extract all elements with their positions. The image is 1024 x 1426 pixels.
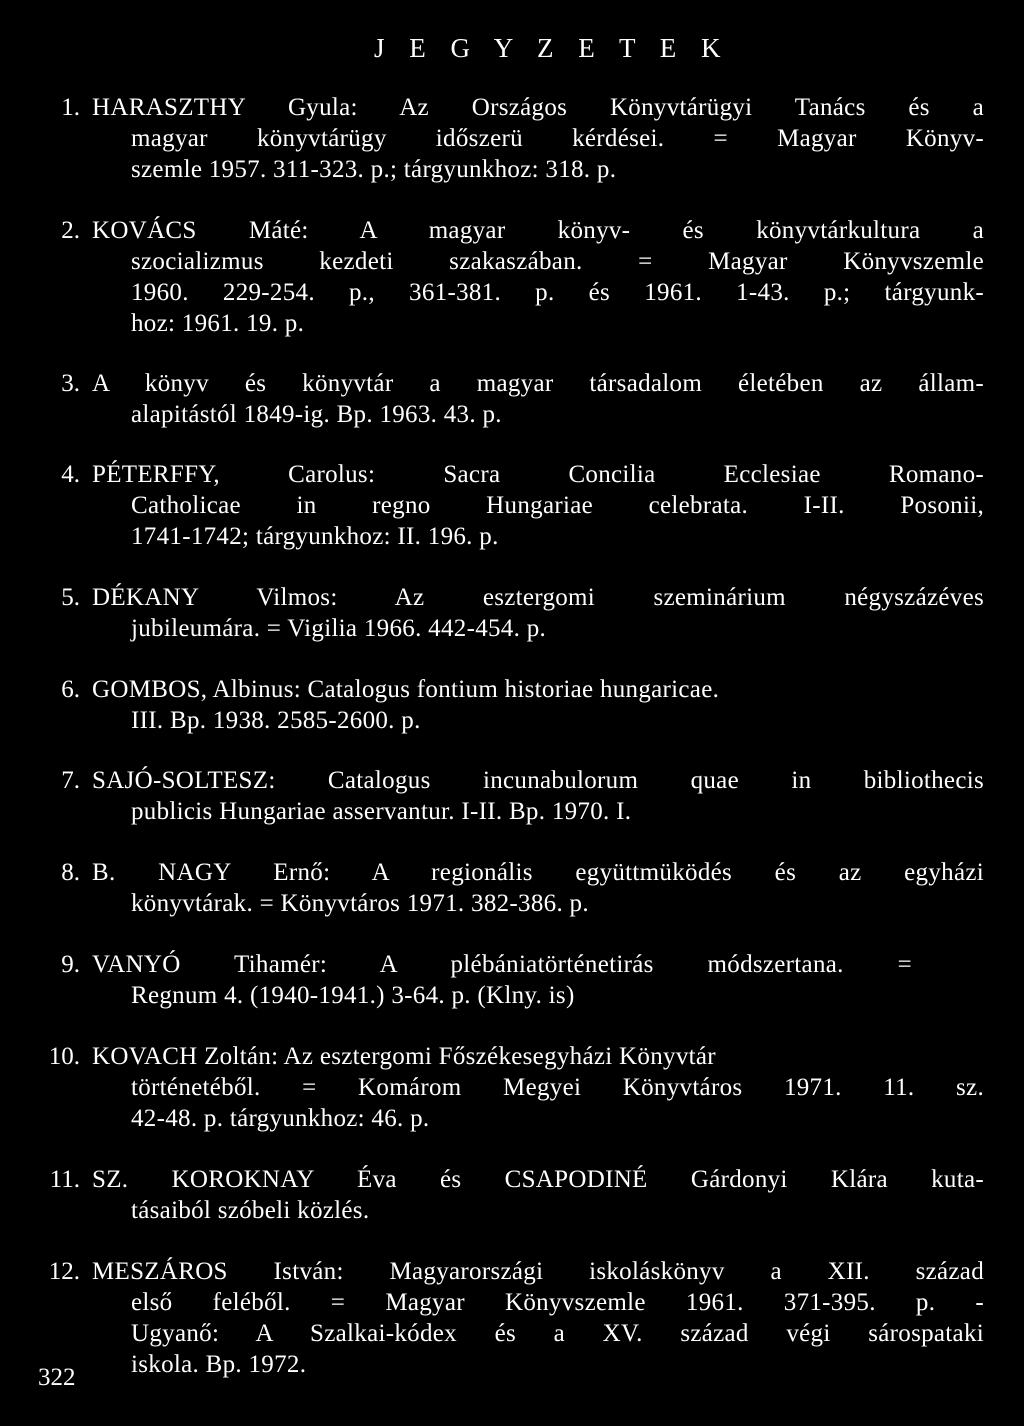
note-line: hoz: 1961. 19. p. (131, 310, 305, 337)
note-text (92, 368, 984, 430)
page-title: J E G Y Z E T E K (374, 33, 730, 63)
note-line: publicis Hungariae asservantur. I-II. Bp. 1970. I. (131, 798, 632, 825)
note-text (92, 459, 984, 552)
note-number: 8. (61, 859, 80, 886)
note-text (92, 1256, 984, 1380)
note-number: 1. (61, 94, 80, 121)
note-line: első feléből. = Magyar Könyvszemle 1961. 371-395. p. - (131, 1289, 984, 1316)
note-line: szemle 1957. 311-323. p.; tárgyunkhoz: 318. p. (131, 156, 617, 183)
note-line: Regnum 4. (1940-1941.) 3-64. p. (Klny. is) (131, 982, 575, 1009)
note-number: 3. (61, 370, 80, 397)
note-line: Catholicae in regno Hungariae celebrata. I-II. Posonii, (131, 492, 984, 519)
note-line: könyvtárak. = Könyvtáros 1971. 382-386. p. (131, 890, 589, 917)
note-line: B. NAGY Ernő: A regionális együttmüködés és az egyházi (92, 859, 984, 886)
note-number: 11. (49, 1166, 80, 1193)
note-number: 6. (61, 676, 80, 703)
note-number: 2. (61, 217, 80, 244)
note-line: SZ. KOROKNAY Éva és CSAPODINÉ Gárdonyi Klára kuta- (92, 1166, 984, 1193)
note-line: Ugyanő: A Szalkai-kódex és a XV. század végi sárospataki (131, 1320, 984, 1347)
note-line: HARASZTHY Gyula: Az Országos Könyvtárügyi Tanács és a (92, 94, 984, 121)
note-text (92, 215, 984, 339)
note-line: 42-48. p. tárgyunkhoz: 46. p. (131, 1105, 430, 1132)
note-line: A könyv és könyvtár a magyar társadalom életében az állam- (92, 370, 984, 397)
note-line: KOVÁCS Máté: A magyar könyv- és könyvtárkultura a (92, 217, 984, 244)
note-number: 12. (48, 1258, 80, 1285)
note-number: 9. (61, 951, 80, 978)
note-text (92, 1041, 984, 1134)
note-line: 1741-1742; tárgyunkhoz: II. 196. p. (131, 523, 499, 550)
note-text (92, 92, 984, 185)
note-line: DÉKANY Vilmos: Az esztergomi szeminárium négyszázéves (92, 584, 984, 611)
note-line: jubileumára. = Vigilia 1966. 442-454. p. (131, 615, 547, 642)
note-number: 4. (61, 461, 80, 488)
note-text (92, 949, 984, 1011)
note-number: 10. (48, 1043, 80, 1070)
note-line: PÉTERFFY, Carolus: Sacra Concilia Ecclesiae Romano- (92, 461, 984, 488)
note-line: tásaiból szóbeli közlés. (131, 1197, 370, 1224)
note-line: magyar könyvtárügy időszerü kérdései. = Magyar Könyv- (131, 125, 984, 152)
note-line: VANYÓ Tihamér: A plébániatörténetirás módszertana. = (92, 951, 912, 978)
note-text (92, 674, 984, 736)
note-line: III. Bp. 1938. 2585-2600. p. (131, 707, 421, 734)
note-line: alapitástól 1849-ig. Bp. 1963. 43. p. (131, 401, 502, 428)
note-text (92, 857, 984, 919)
note-text (92, 1164, 984, 1226)
note-text (92, 582, 984, 644)
note-line: KOVACH Zoltán: Az esztergomi Főszékesegyházi Könyvtár (92, 1043, 716, 1070)
note-line: SAJÓ-SOLTESZ: Catalogus incunabulorum quae in bibliothecis (92, 767, 984, 794)
note-line: történetéből. = Komárom Megyei Könyvtáros 1971. 11. sz. (131, 1074, 984, 1101)
note-line: szocializmus kezdeti szakaszában. = Magyar Könyvszemle (131, 248, 984, 275)
note-number: 7. (61, 767, 80, 794)
note-text (92, 765, 984, 827)
note-line: 1960. 229-254. p., 361-381. p. és 1961. 1-43. p.; tárgyunk- (131, 279, 984, 306)
page-number: 322 (38, 1364, 76, 1391)
note-number: 5. (61, 584, 80, 611)
note-line: iskola. Bp. 1972. (131, 1351, 307, 1378)
note-line: GOMBOS, Albinus: Catalogus fontium historiae hungaricae. (92, 676, 720, 703)
note-line: MESZÁROS István: Magyarországi iskoláskönyv a XII. század (92, 1258, 984, 1285)
